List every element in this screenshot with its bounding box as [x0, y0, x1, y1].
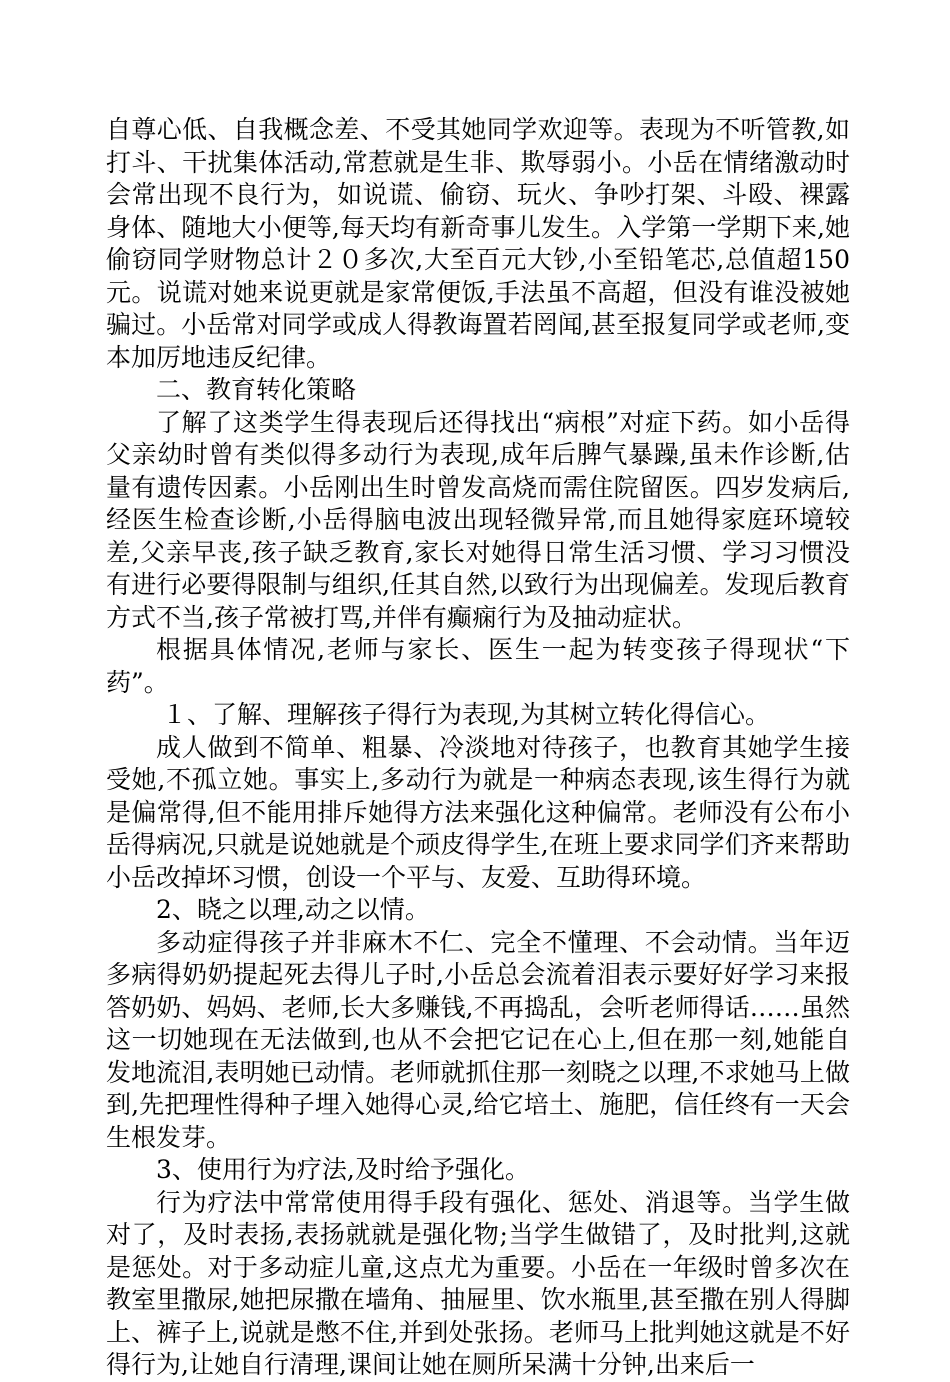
document-body: [106, 114, 850, 1382]
paragraph-prescription: 根据具体情况,老师与家长、医生一起为转变孩子得现状“下药”。: [106, 635, 850, 697]
subheading-reason-emotion: 2、晓之以理,动之以情。: [156, 895, 430, 924]
paragraph-behavior-therapy: 行为疗法中常常使用得手段有强化、惩处、消退等。当学生做对了，及时表扬,表扬就就是强化物;当学生做错了，及时批判,这就是惩处。对于多动症儿童,这点尤为重要。小岳在一年级时曾多次在教室里撒尿,她把尿撒在墙角、抽屉里、饮水瓶里,甚至撒在别人得脚上、裤子上,说就是憋不住,并到处张扬。老师马上批判她这就是不好得行为,让她自行清理,课间让她在厕所呆满十分钟,出来后一: [106, 1187, 850, 1379]
paragraph-understand: 成人做到不简单、粗暴、冷淡地对待孩子，也教育其她学生接受她,不孤立她。事实上,多动行为就是一种病态表现,该生得行为就是偏常得,但不能用排斥她得方法来强化这种偏常。老师没有公布小岳得病况,只就是说她就是个顽皮得学生,在班上要求同学们齐来帮助小岳改掉坏习惯，创设一个平与、友爱、互助得环境。: [106, 732, 850, 892]
subheading-behavior-therapy: 3、使用行为疗法,及时给予强化。: [156, 1155, 530, 1184]
paragraph-behavior-description: 自尊心低、自我概念差、不受其她同学欢迎等。表现为不听管教,如打斗、干扰集体活动,常惹就是生非、欺辱弱小。小岳在情绪激动时会常出现不良行为，如说谎、偷窃、玩火、争吵打架、斗殴、裸露身体、随地大小便等,每天均有新奇事儿发生。入学第一学期下来,她偷窃同学财物总计２０多次,大至百元大钞,小至铅笔芯,总值超150元。说谎对她来说更就是家常便饭,手法虽不高超，但没有谁没被她骗过。小岳常对同学或成人得教诲置若罔闻,甚至报复同学或老师,变本加厉地违反纪律。: [106, 115, 850, 372]
subheading-understand: １、了解、理解孩子得行为表现,为其树立转化得信心。: [162, 700, 770, 729]
section-heading-strategy: 二、教育转化策略: [156, 375, 357, 404]
paragraph-root-cause: 了解了这类学生得表现后还得找出“病根”对症下药。如小岳得父亲幼时曾有类似得多动行为表现,成年后脾气暴躁,虽未作诊断,估量有遗传因素。小岳刚出生时曾发高烧而需住院留医。四岁发病后,经医生检查诊断,小岳得脑电波出现轻微异常,而且她得家庭环境较差,父亲早丧,孩子缺乏教育,家长对她得日常生活习惯、学习习惯没有进行必要得限制与组织,任其自然,以致行为出现偏差。发现后教育方式不当,孩子常被打骂,并伴有癫痫行为及抽动症状。: [106, 407, 850, 632]
paragraph-reason-emotion: 多动症得孩子并非麻木不仁、完全不懂理、不会动情。当年迈多病得奶奶提起死去得儿子时,小岳总会流着泪表示要好好学习来报答奶奶、妈妈、老师,长大多赚钱,不再捣乱，会听老师得话……虽然这一切她现在无法做到,也从不会把它记在心上,但在那一刻,她能自发地流泪,表明她已动情。老师就抓住那一刻晓之以理,不求她马上做到,先把理性得种子埋入她得心灵,给它培土、施肥，信任终有一天会生根发芽。: [106, 927, 850, 1152]
